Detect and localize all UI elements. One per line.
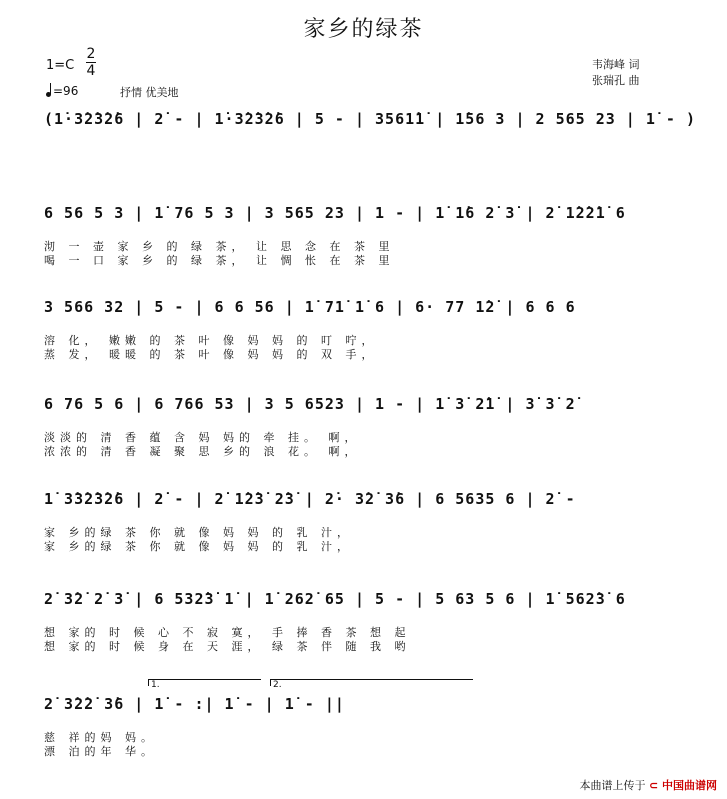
notation-line: 2̇ 3̇2̇2̇ 3̇6 | 1̇ - :| 1̇ - | 1̇ - || (44, 695, 345, 713)
key-signature: 1=C (46, 58, 75, 73)
volta-first-ending: 1. (148, 679, 261, 686)
lyric-line-verse-2: 浓浓的 清 香 凝 聚 思 乡的 浪 花。 啊， (44, 445, 361, 458)
upload-text: 本曲谱上传于 (579, 779, 646, 792)
notation-line: 6 56 5 3 | 1̇ 76 5 3 | 3 565 23 | 1 - | 1̇ 1̇6 2̇ 3̇ | 2̇ 1̇2̇2̇1̇ 6 (44, 204, 626, 222)
quarter-note-icon (46, 92, 51, 97)
time-bottom: 4 (86, 63, 96, 79)
lyric-line-verse-1: 淡淡的 清 香 蕴 含 妈 妈的 牵 挂。 啊， (44, 431, 361, 444)
time-signature (86, 46, 96, 79)
notation-line: 3 566 32 | 5 - | 6 6 56 | 1̇ 71̇ 1̇ 6 | 6· 77 1̇2̇ | 6 6 6 (44, 298, 576, 316)
notation-line: (1̇·3̇2̇3̇2̇6 | 2̇ - | 1̇·3̇2̇3̇2̇6 | 5 - | 3561̇1̇ | 1̇56 3 | 2 565 23 | 1̇ - ) (44, 110, 696, 128)
composer-credit: 张瑞孔 曲 (592, 74, 640, 87)
song-title: 家乡的绿茶 (303, 17, 424, 42)
tempo-value: =96 (53, 84, 79, 98)
site-logo: ⊂ 中国曲谱网 (648, 779, 717, 792)
site-name: 中国曲谱网 (662, 779, 717, 792)
lyric-line-verse-2: 家 乡的绿 茶 你 就 像 妈 妈 的 乳 汁， (44, 540, 353, 553)
expression-marking: 抒情 优美地 (120, 86, 179, 99)
lyric-line-verse-2: 想 家的 时 候 身 在 天 涯， 绿 茶 伴 随 我 哟 (44, 640, 411, 653)
lyric-line-verse-1: 溶 化， 嫩嫩 的 茶 叶 像 妈 妈 的 叮 咛， (44, 334, 378, 347)
notation-line: 1̇ 3̇3̇2̇3̇2̇6 | 2̇ - | 2̇ 1̇2̇3̇ 2̇3̇ | 2̇· 3̇2̇ 3̇6 | 6 5635 6 | 2̇ - (44, 490, 576, 508)
notation-line: 2̇ 3̇2̇ 2̇ 3̇ | 6 532̇3̇ 1̇ | 1̇ 262̇ 65 | 5 - | 5 63 5 6 | 1̇ 562̇3̇ 6 (44, 590, 626, 608)
lyric-line-verse-1: 家 乡的绿 茶 你 就 像 妈 妈 的 乳 汁， (44, 526, 353, 539)
lyric-line-verse-2: 漂 泊的年 华。 (44, 745, 157, 758)
footer-credit (579, 777, 717, 793)
lyric-line-verse-1: 沏 一 壶 家 乡 的 绿 茶， 让 思 念 在 茶 里 (44, 240, 395, 253)
lyric-line-verse-2: 蒸 发， 暖暖 的 茶 叶 像 妈 妈 的 双 手， (44, 348, 378, 361)
notation-line: 6 76 5 6 | 6 766 53 | 3 5 6523 | 1 - | 1̇ 3̇ 2̇1̇ | 3̇ 3̇ 2̇ (44, 395, 576, 413)
tempo-marking (46, 84, 78, 98)
lyricist-credit: 韦海峰 词 (592, 58, 640, 71)
lyric-line-verse-1: 想 家的 时 候 心 不 寂 寞， 手 捧 香 茶 想 起 (44, 626, 411, 639)
time-top: 2 (86, 46, 96, 62)
volta-second-ending: 2. (270, 679, 473, 686)
lyric-line-verse-2: 喝 一 口 家 乡 的 绿 茶， 让 惆 怅 在 茶 里 (44, 254, 395, 267)
lyric-line-verse-1: 慈 祥的妈 妈。 (44, 731, 157, 744)
